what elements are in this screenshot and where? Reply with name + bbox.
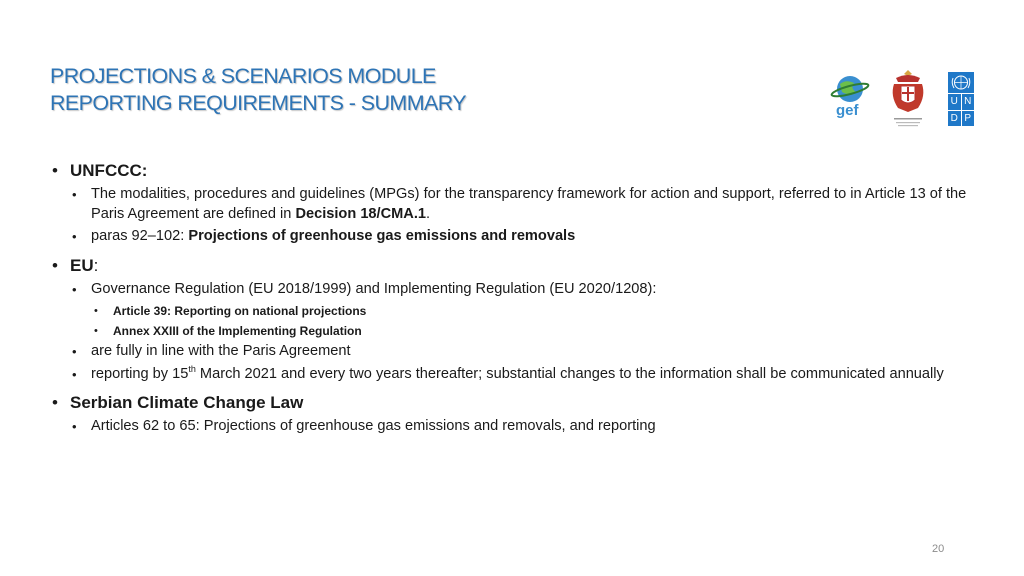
bullet-eu-annex: • Annex XXIII of the Implementing Regulation [94,324,362,338]
bullet-icon: • [52,161,58,180]
gef-logo-text: gef [836,102,859,118]
partner-logos [830,68,974,130]
un-emblem-icon [948,72,974,93]
bullet-eu-regulation: • Governance Regulation (EU 2018/1999) and Implementing Regulation (EU 2020/1208): [50,280,990,300]
bullet-eu-paris: • are fully in line with the Paris Agreement [50,342,990,362]
bullet-icon: • [94,325,98,337]
bullet-icon: • [72,419,77,434]
title-line-1: PROJECTIONS & SCENARIOS MODULE [50,64,436,88]
page-number: 20 [932,543,945,555]
bullet-icon: • [72,229,77,244]
bullet-icon: • [72,281,77,297]
undp-letters: U N D P [948,94,974,126]
bullet-unfccc-paras: • paras 92–102: Projections of greenhouse gas emissions and removals [50,227,990,247]
bullet-content [50,160,990,437]
bullet-icon: • [72,366,77,382]
bullet-icon: • [72,344,77,359]
bullet-unfccc-mpgs: • The modalities, procedures and guidelines (MPGs) for the transparency framework for action and support, referred to in Article 13 of the Paris Agreement are defined in Decision 18/CMA.1. [72,186,967,222]
bullet-serbia-articles: • Articles 62 to 65: Projections of greenhouse gas emissions and removals, and reporting [50,417,990,437]
bullet-icon: • [94,305,98,317]
bullet-serbia: • Serbian Climate Change Law [52,393,304,412]
gef-logo [830,74,870,118]
bullet-icon: • [72,187,77,202]
serbia-coat-of-arms [888,68,928,130]
bullet-eu-article39: • Article 39: Reporting on national projections [94,304,367,318]
bullet-eu-reporting: • reporting by 15th March 2021 and every two years thereafter; substantial changes to the information shall be communicated annually [50,365,990,385]
title-line-2: REPORTING REQUIREMENTS - SUMMARY [50,91,467,115]
bullet-icon: • [52,393,58,412]
undp-logo [948,72,974,126]
bullet-icon: • [52,255,58,275]
slide-title [50,63,466,117]
bullet-unfccc: • UNFCCC: [52,161,148,180]
bullet-eu: • EU: [52,255,99,275]
